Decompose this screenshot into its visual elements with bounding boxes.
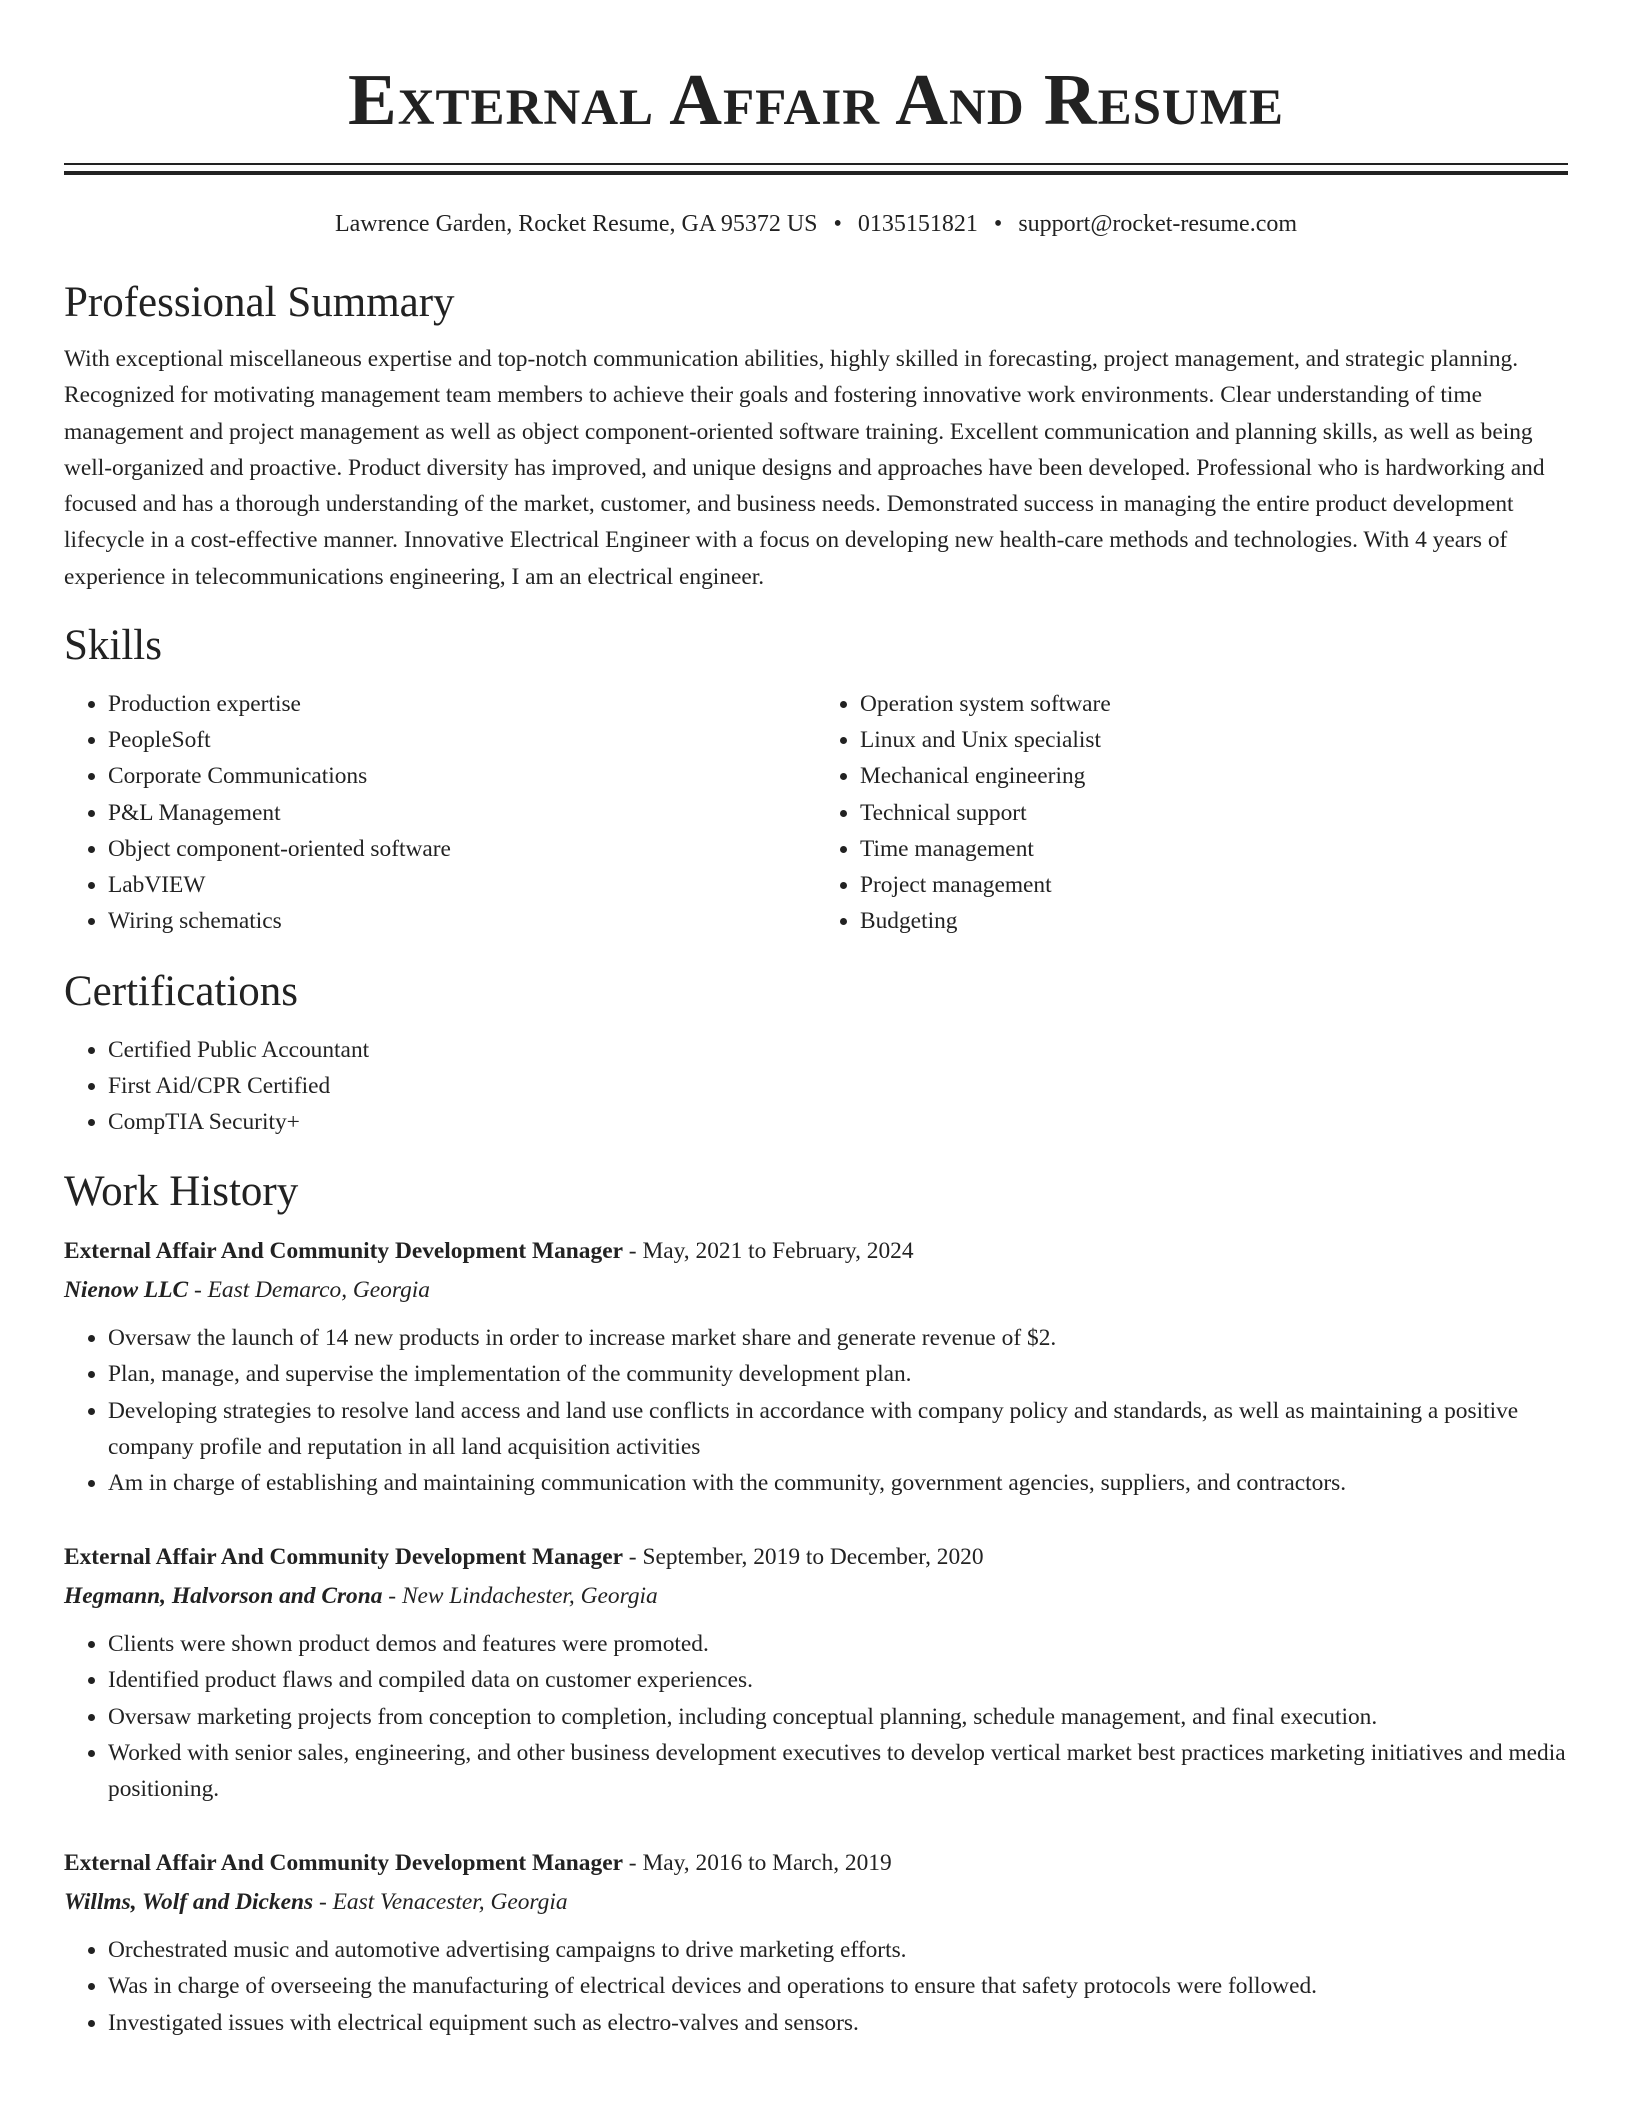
skills-list-right bbox=[816, 686, 1568, 939]
certifications-heading: Certifications bbox=[64, 967, 299, 1015]
job-title: External Affair And Community Development Manager bbox=[64, 1238, 623, 1265]
skill-item: • Mechanical engineering bbox=[860, 758, 1568, 794]
skill-item: • Project management bbox=[860, 867, 1568, 903]
job-header: External Affair And Community Development Manager - May, 2021 to February, 2024 bbox=[64, 1238, 914, 1265]
job-location: East Demarco, Georgia bbox=[207, 1277, 431, 1304]
skills-columns bbox=[64, 686, 1568, 939]
skill-item: • Corporate Communications bbox=[108, 758, 816, 794]
skills-list-left bbox=[64, 686, 816, 939]
certification-item: • First Aid/CPR Certified bbox=[108, 1068, 1568, 1104]
skill-item: • Technical support bbox=[860, 795, 1568, 831]
work-history-heading: Work History bbox=[64, 1168, 299, 1216]
contact-phone: 0135151821 bbox=[857, 211, 978, 237]
summary-heading: Professional Summary bbox=[64, 279, 455, 326]
job-bullet: • Am in charge of establishing and maintaining communication with the community, government agencies, suppliers, and contractors. bbox=[108, 1465, 1568, 1501]
skill-item: • Budgeting bbox=[860, 903, 1568, 939]
job-header: External Affair And Community Development Manager - September, 2019 to December, 2020 bbox=[64, 1544, 984, 1571]
job-bullet: • Oversaw marketing projects from conception to completion, including conceptual planning, schedule management, and final execution. bbox=[108, 1699, 1568, 1735]
job-bullets bbox=[64, 1320, 1568, 1501]
job-bullet: • Oversaw the launch of 14 new products in order to increase market share and generate revenue of $2. bbox=[108, 1320, 1568, 1356]
job-header: External Affair And Community Development Manager - May, 2016 to March, 2019 bbox=[64, 1850, 892, 1877]
skills-section bbox=[64, 620, 1568, 939]
summary-section bbox=[64, 277, 1568, 595]
job-entry bbox=[64, 1844, 1568, 2041]
job-location: New Lindachester, Georgia bbox=[401, 1583, 658, 1610]
job-location: East Venacester, Georgia bbox=[332, 1889, 568, 1916]
job-company: Willms, Wolf and Dickens bbox=[64, 1889, 314, 1916]
job-title: External Affair And Community Development Manager bbox=[64, 1850, 623, 1877]
job-bullets bbox=[64, 1626, 1568, 1807]
skill-item: • Time management bbox=[860, 831, 1568, 867]
job-bullet: • Clients were shown product demos and features were promoted. bbox=[108, 1626, 1568, 1662]
skill-item: • Wiring schematics bbox=[108, 903, 816, 939]
job-company-line: Willms, Wolf and Dickens - East Venacester, Georgia bbox=[64, 1889, 568, 1916]
summary-text: With exceptional miscellaneous expertise and top-notch communication abilities, highly skilled in forecasting, project management, and strategic planning. Recognized for motivating management team members to achieve their goals and fostering innovative work environments. Clear understanding of time management and project management as well as object component-oriented software training. Excellent communication and planning skills, as well as being well-organized and proactive. Product diversity has improved, and unique designs and approaches have been developed. Professional who is hardworking and focused and has a thorough understanding of the market, customer, and business needs. Demonstrated success in managing the entire product development lifecycle in a cost-effective manner. Innovative Electrical Engineer with a focus on developing new health-care methods and technologies. With 4 years of experience in telecommunications engineering, I am an electrical engineer. bbox=[64, 346, 1545, 590]
skill-item: • P&L Management bbox=[108, 795, 816, 831]
job-entry bbox=[64, 1538, 1568, 1807]
job-company-line: Hegmann, Halvorson and Crona - New Lindachester, Georgia bbox=[64, 1583, 658, 1610]
job-bullet: • Investigated issues with electrical equipment such as electro-valves and sensors. bbox=[108, 2005, 1568, 2041]
work-history-section bbox=[64, 1166, 1568, 2041]
skill-item: • Linux and Unix specialist bbox=[860, 722, 1568, 758]
job-company-line: Nienow LLC - East Demarco, Georgia bbox=[64, 1277, 431, 1304]
contact-address: Lawrence Garden, Rocket Resume, GA 95372 US bbox=[334, 211, 818, 237]
skill-item: • Operation system software bbox=[860, 686, 1568, 722]
certification-item: • CompTIA Security+ bbox=[108, 1104, 1568, 1140]
job-bullet: • Was in charge of overseeing the manufacturing of electrical devices and operations to ensure that safety protocols were followed. bbox=[108, 1968, 1568, 2004]
contact-separator: • bbox=[993, 211, 1003, 237]
certifications-section bbox=[64, 966, 1568, 1141]
job-bullets bbox=[64, 1932, 1568, 2041]
resume-title: External Affair And Resume bbox=[348, 59, 1284, 140]
skill-item: • LabVIEW bbox=[108, 867, 816, 903]
job-company: Nienow LLC bbox=[64, 1277, 189, 1304]
job-bullet: • Developing strategies to resolve land access and land use conflicts in accordance with company policy and standards, as well as maintaining a positive company profile and reputation in all land acquisition activities bbox=[108, 1393, 1568, 1465]
title-divider-thin bbox=[64, 163, 1568, 165]
job-bullet: • Worked with senior sales, engineering, and other business development executives to develop vertical market best practices marketing initiatives and media positioning. bbox=[108, 1735, 1568, 1807]
job-title: External Affair And Community Development Manager bbox=[64, 1544, 623, 1571]
job-dates: September, 2019 to December, 2020 bbox=[642, 1544, 984, 1571]
skill-item: • Object component-oriented software bbox=[108, 831, 816, 867]
contact-separator: • bbox=[833, 211, 842, 237]
skill-item: • Production expertise bbox=[108, 686, 816, 722]
job-entry bbox=[64, 1232, 1568, 1501]
job-company: Hegmann, Halvorson and Crona bbox=[64, 1583, 383, 1610]
certification-item: • Certified Public Accountant bbox=[108, 1032, 1568, 1068]
job-bullet: • Plan, manage, and supervise the implementation of the community development plan. bbox=[108, 1356, 1568, 1392]
job-dates: May, 2021 to February, 2024 bbox=[642, 1238, 914, 1265]
job-bullet: • Orchestrated music and automotive advertising campaigns to drive marketing efforts. bbox=[108, 1932, 1568, 1968]
skill-item: • PeopleSoft bbox=[108, 722, 816, 758]
certifications-list bbox=[64, 1032, 1568, 1141]
job-dates: May, 2016 to March, 2019 bbox=[642, 1850, 892, 1877]
job-bullet: • Identified product flaws and compiled data on customer experiences. bbox=[108, 1662, 1568, 1698]
contact-email: support@rocket-resume.com bbox=[1018, 211, 1298, 237]
skills-heading: Skills bbox=[64, 622, 162, 670]
title-divider-thick bbox=[64, 171, 1568, 175]
contact-line bbox=[64, 209, 1568, 239]
